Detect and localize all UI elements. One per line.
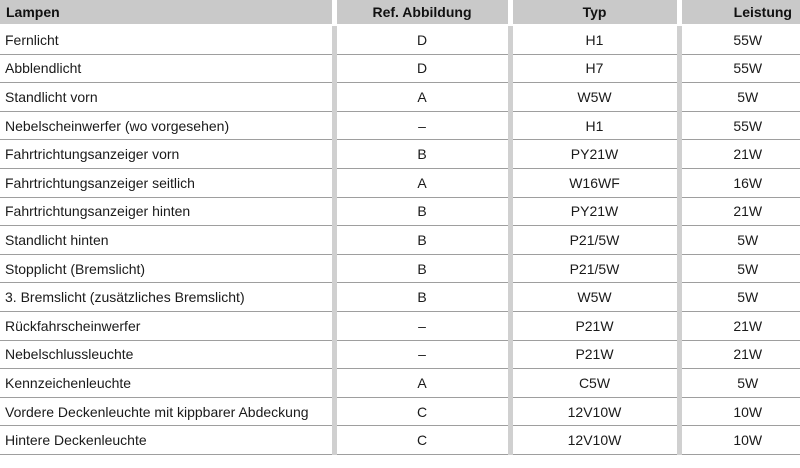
table-row xyxy=(0,283,800,312)
table-body xyxy=(0,25,800,454)
cell-type: H7 xyxy=(510,54,679,83)
cell-power: 21W xyxy=(679,311,800,340)
cell-ref: C xyxy=(334,397,510,426)
table-row xyxy=(0,369,800,398)
cell-power: 10W xyxy=(679,426,800,455)
table-row xyxy=(0,226,800,255)
cell-power: 5W xyxy=(679,283,800,312)
cell-type: PY21W xyxy=(510,197,679,226)
cell-lamp: Abblendlicht xyxy=(0,54,334,83)
table-row xyxy=(0,197,800,226)
cell-ref: C xyxy=(334,426,510,455)
cell-type: W5W xyxy=(510,283,679,312)
cell-lamp: Fahrtrichtungsanzeiger vorn xyxy=(0,140,334,169)
header-lamp: Lampen xyxy=(0,0,334,25)
cell-power: 21W xyxy=(679,197,800,226)
cell-ref: B xyxy=(334,283,510,312)
cell-lamp: Rückfahrscheinwerfer xyxy=(0,311,334,340)
cell-power: 5W xyxy=(679,83,800,112)
cell-ref: A xyxy=(334,369,510,398)
cell-ref: A xyxy=(334,83,510,112)
table-row xyxy=(0,111,800,140)
cell-power: 16W xyxy=(679,168,800,197)
header-power: Leistung xyxy=(679,0,800,25)
table-row xyxy=(0,140,800,169)
cell-type: H1 xyxy=(510,111,679,140)
header-row xyxy=(0,0,800,25)
cell-type: W16WF xyxy=(510,168,679,197)
cell-type: 12V10W xyxy=(510,426,679,455)
cell-ref: B xyxy=(334,140,510,169)
cell-ref: D xyxy=(334,25,510,54)
cell-ref: – xyxy=(334,340,510,369)
cell-power: 5W xyxy=(679,254,800,283)
cell-ref: B xyxy=(334,197,510,226)
cell-ref: A xyxy=(334,168,510,197)
cell-type: C5W xyxy=(510,369,679,398)
cell-type: H1 xyxy=(510,25,679,54)
cell-lamp: Nebelscheinwerfer (wo vorgesehen) xyxy=(0,111,334,140)
cell-lamp: Nebelschlussleuchte xyxy=(0,340,334,369)
cell-power: 55W xyxy=(679,54,800,83)
cell-ref: – xyxy=(334,311,510,340)
cell-power: 55W xyxy=(679,25,800,54)
cell-power: 21W xyxy=(679,140,800,169)
cell-power: 10W xyxy=(679,397,800,426)
cell-ref: D xyxy=(334,54,510,83)
cell-power: 5W xyxy=(679,369,800,398)
cell-lamp: Standlicht vorn xyxy=(0,83,334,112)
cell-lamp: Fahrtrichtungsanzeiger hinten xyxy=(0,197,334,226)
cell-lamp: Standlicht hinten xyxy=(0,226,334,255)
header-ref: Ref. Abbildung xyxy=(334,0,510,25)
table-row xyxy=(0,25,800,54)
cell-type: PY21W xyxy=(510,140,679,169)
cell-type: W5W xyxy=(510,83,679,112)
cell-ref: – xyxy=(334,111,510,140)
table-row xyxy=(0,426,800,455)
cell-power: 21W xyxy=(679,340,800,369)
cell-lamp: Fernlicht xyxy=(0,25,334,54)
cell-type: 12V10W xyxy=(510,397,679,426)
cell-lamp: Vordere Deckenleuchte mit kippbarer Abdeckung xyxy=(0,397,334,426)
table-row xyxy=(0,397,800,426)
cell-ref: B xyxy=(334,254,510,283)
cell-lamp: 3. Bremslicht (zusätzliches Bremslicht) xyxy=(0,283,334,312)
table-row xyxy=(0,168,800,197)
table-row xyxy=(0,54,800,83)
cell-type: P21/5W xyxy=(510,226,679,255)
cell-lamp: Fahrtrichtungsanzeiger seitlich xyxy=(0,168,334,197)
header-type: Typ xyxy=(510,0,679,25)
table-row xyxy=(0,254,800,283)
cell-type: P21W xyxy=(510,311,679,340)
table-row xyxy=(0,83,800,112)
cell-type: P21W xyxy=(510,340,679,369)
cell-lamp: Hintere Deckenleuchte xyxy=(0,426,334,455)
cell-type: P21/5W xyxy=(510,254,679,283)
cell-power: 55W xyxy=(679,111,800,140)
cell-lamp: Kennzeichenleuchte xyxy=(0,369,334,398)
table-header xyxy=(0,0,800,25)
cell-power: 5W xyxy=(679,226,800,255)
cell-ref: B xyxy=(334,226,510,255)
cell-lamp: Stopplicht (Bremslicht) xyxy=(0,254,334,283)
table-row xyxy=(0,311,800,340)
table-row xyxy=(0,340,800,369)
